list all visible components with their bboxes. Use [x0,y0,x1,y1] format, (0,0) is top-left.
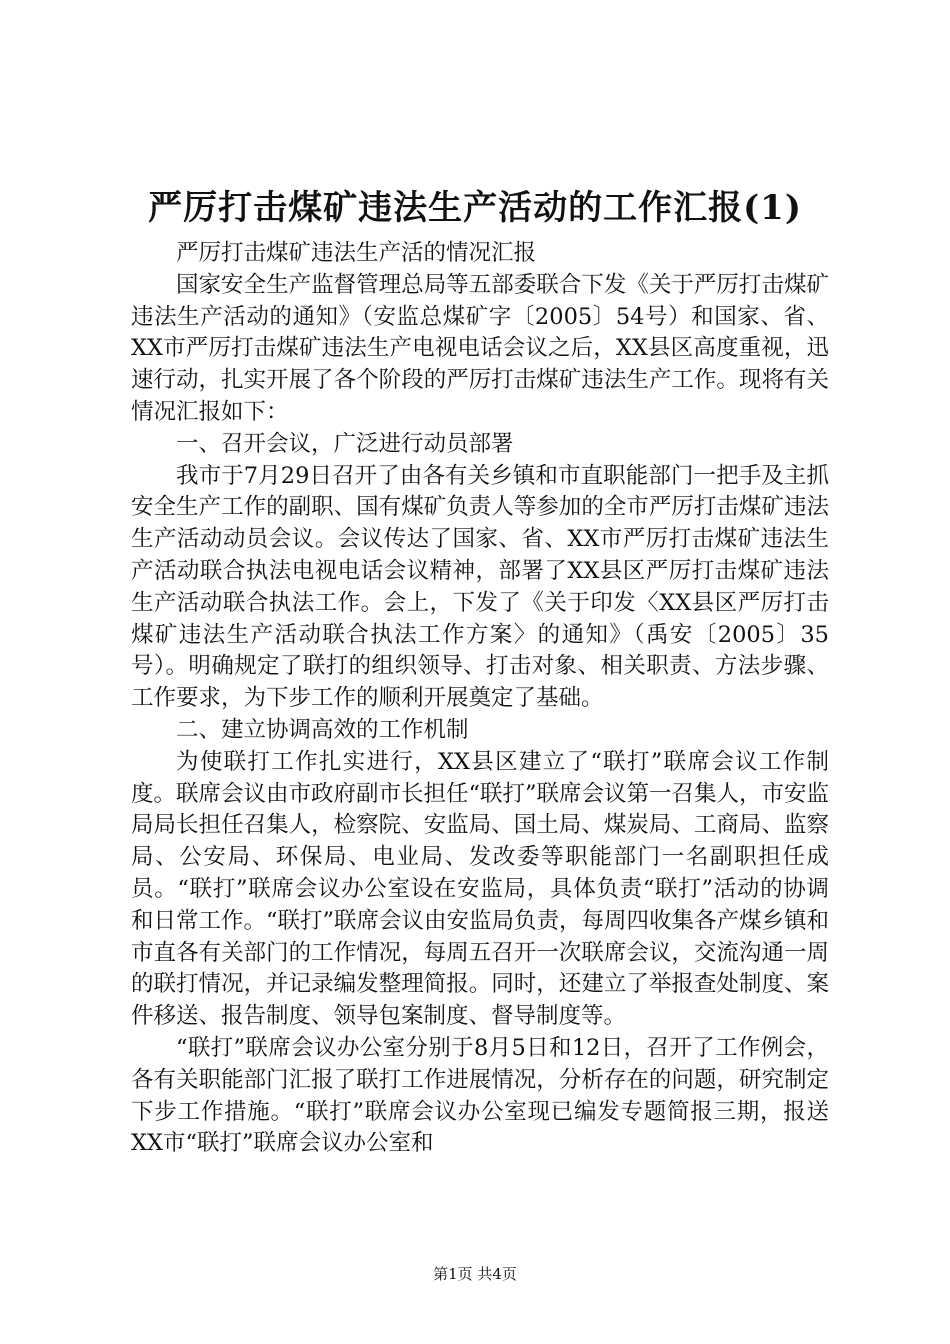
body-paragraph: 国家安全生产监督管理总局等五部委联合下发《关于严厉打击煤矿违法生产活动的通知》（安监总煤矿字〔2005〕54号）和国家、省、XX市严厉打击煤矿违法生产电视电话会议之后，XX县区高度重视，迅速行动，扎实开展了各个阶段的严厉打击煤矿违法生产工作。现将有关情况汇报如下： [131,271,829,425]
body-paragraph: 我市于7月29日召开了由各有关乡镇和市直职能部门一把手及主抓安全生产工作的副职、国有煤矿负责人等参加的全市严厉打击煤矿违法生产活动动员会议。会议传达了国家、省、XX市严厉打击煤矿违法生产活动联合执法电视电话会议精神，部署了XX县区严厉打击煤矿违法生产活动联合执法工作。会上，下发了《关于印发〈XX县区严厉打击煤矿违法生产活动联合执法工作方案〉的通知》（禹安〔2005〕35号）。明确规定了联打的组织领导、打击对象、相关职责、方法步骤、工作要求，为下步工作的顺利开展奠定了基础。 [131,462,829,712]
document-title: 严厉打击煤矿违法生产活动的工作汇报(1) [148,188,802,228]
body-paragraph: 为使联打工作扎实进行，XX县区建立了“联打”联席会议工作制度。联席会议由市政府副市长担任“联打”联席会议第一召集人，市安监局局长担任召集人，检察院、安监局、国土局、煤炭局、工商局、监察局、公安局、环保局、电业局、发改委等职能部门一名副职担任成员。“联打”联席会议办公室设在安监局，具体负责“联打”活动的协调和日常工作。“联打”联席会议由安监局负责，每周四收集各产煤乡镇和市直各有关部门的工作情况，每周五召开一次联席会议，交流沟通一周的联打情况，并记录编发整理简报。同时，还建立了举报查处制度、案件移送、报告制度、领导包案制度、督导制度等。 [131,748,830,1030]
section-heading: 一、召开会议，广泛进行动员部署 [176,430,514,457]
report-subtitle: 严厉打击煤矿违法生产活的情况汇报 [176,240,537,266]
document-body [131,238,829,1160]
page-footer: 第1页 共4页 [433,1265,517,1283]
section-heading: 二、建立协调高效的工作机制 [176,716,469,743]
body-paragraph: “联打”联席会议办公室分别于8月5日和12日，召开了工作例会，各有关职能部门汇报了联打工作进展情况，分析存在的问题，研究制定下步工作措施。“联打”联席会议办公室现已编发专题简报三期，报送XX市“联打”联席会议办公室和 [131,1034,829,1157]
